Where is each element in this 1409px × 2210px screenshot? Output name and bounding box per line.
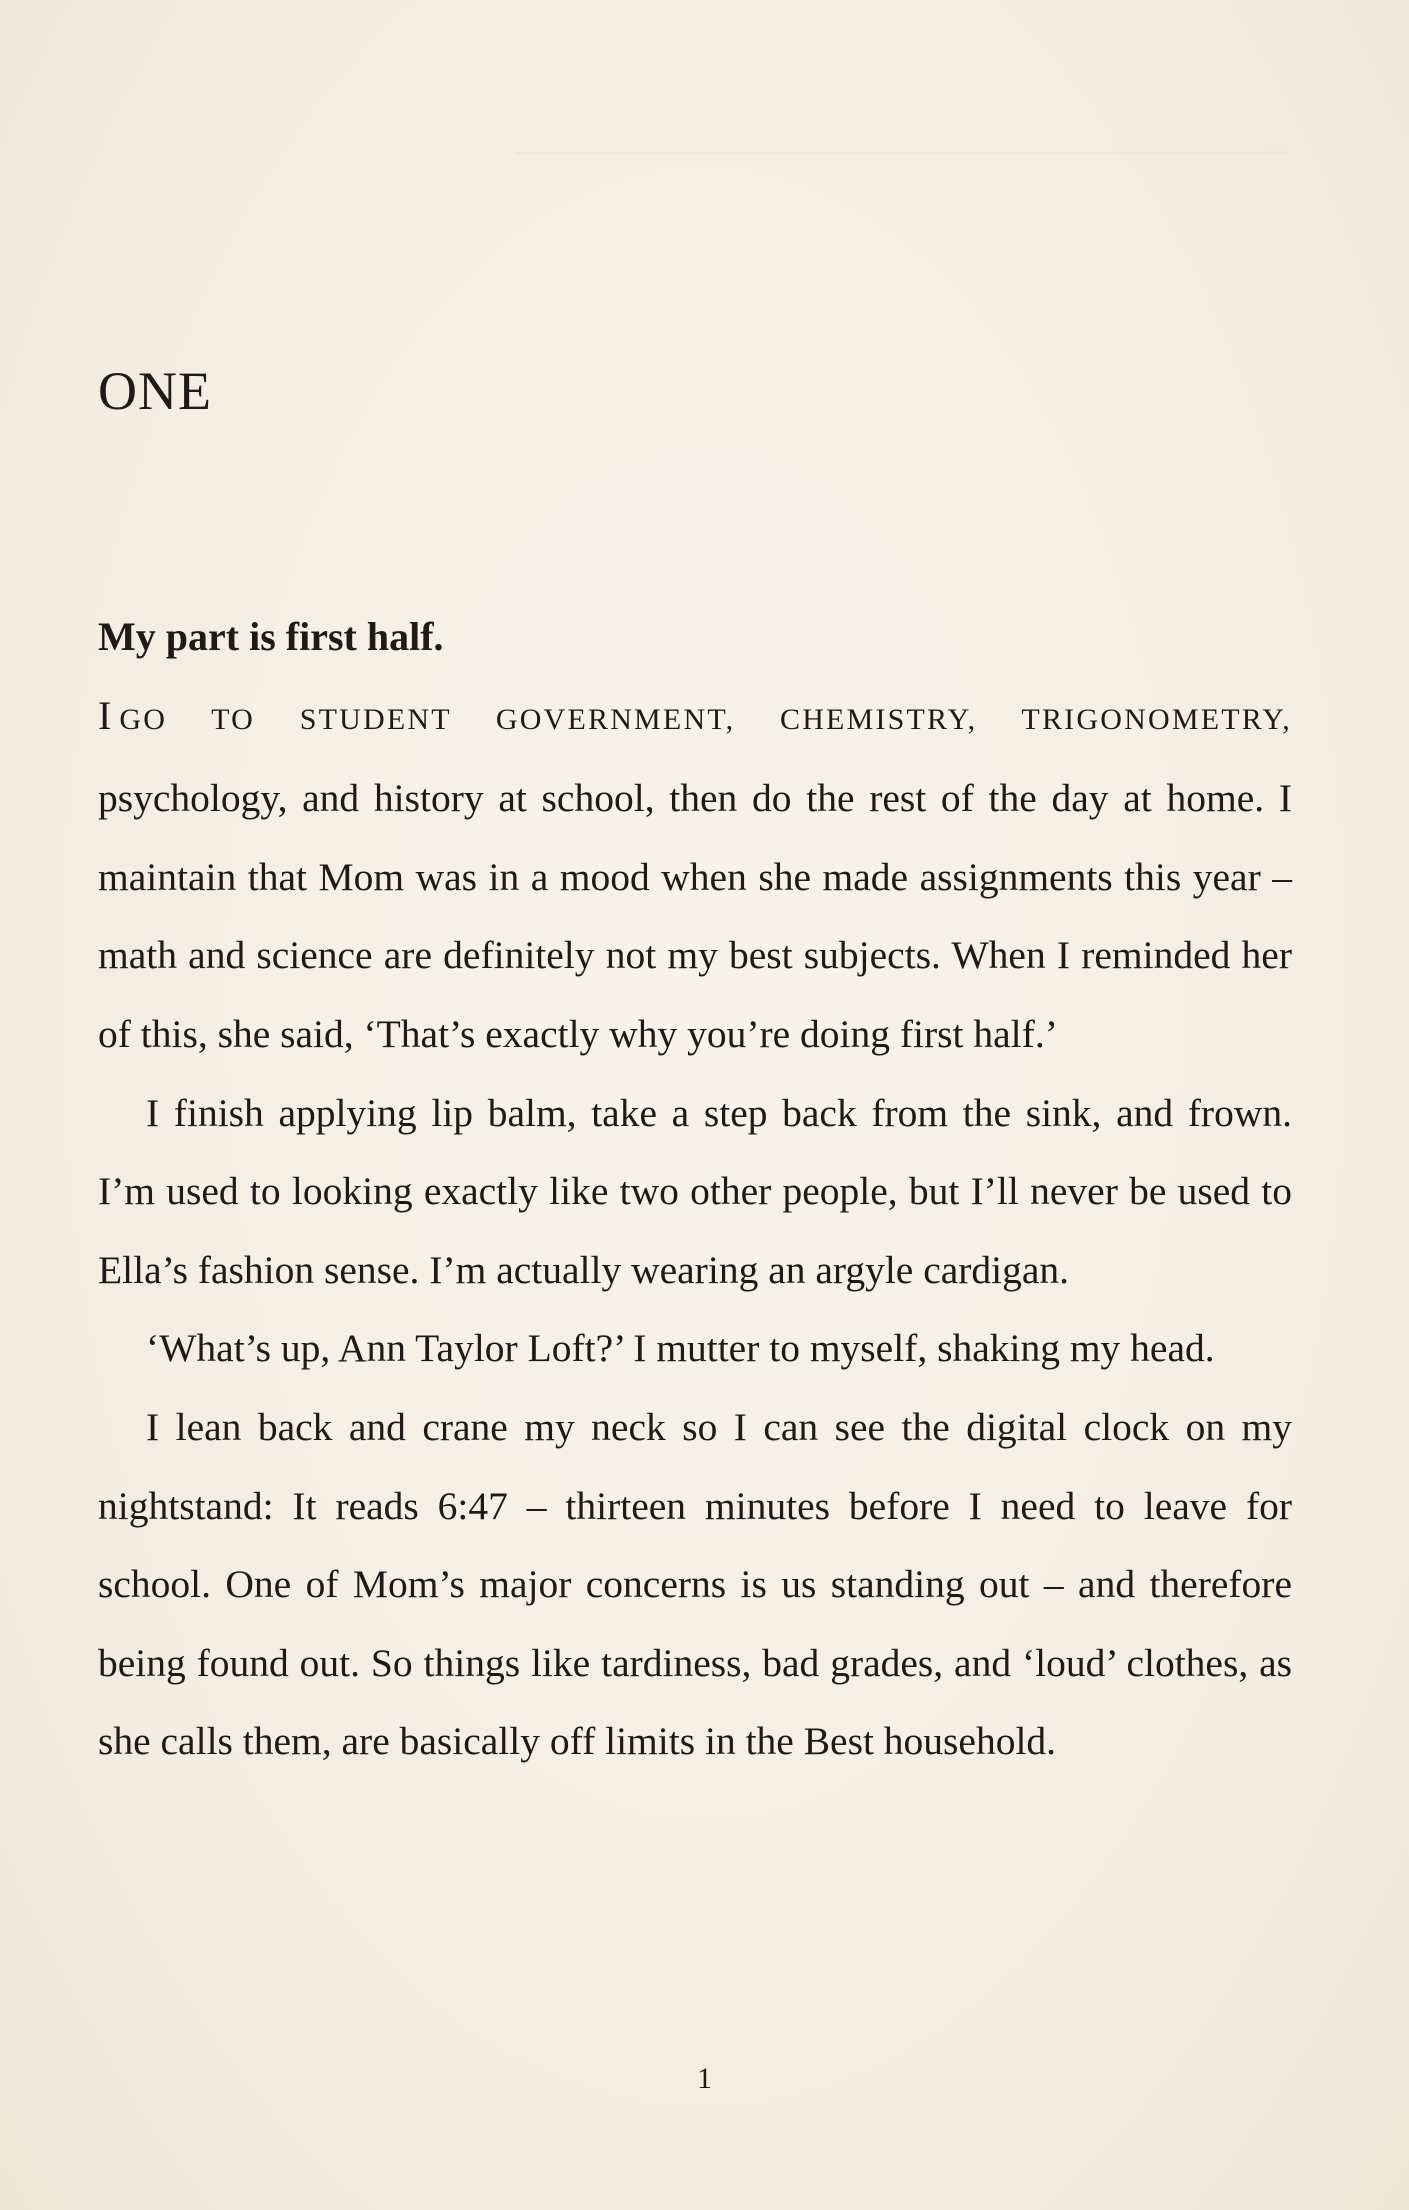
paragraph-1-text: psychology, and history at school, then do the rest of the day at home. I maintain that Mom was in a mood when she made assignments this year – math and science are definitely not my best subjects. When I reminded her of this, she said, ‘That’s exactly why you’re doing first half.’ bbox=[98, 776, 1292, 1056]
paragraph-3: ‘What’s up, Ann Taylor Loft?’ I mutter to myself, shaking my head. bbox=[146, 1326, 1215, 1371]
paragraph-2: I finish applying lip balm, take a step back from the sink, and frown. I’m used to looking exactly like two other people, but I’ll never be used to Ella’s fashion sense. I’m actually wearing an argyle cardigan. bbox=[98, 1090, 1292, 1292]
paragraph-4: I lean back and crane my neck so I can see the digital clock on my nightstand: It reads 6:47 – thirteen minutes before I need to leave for school. One of Mom’s major concerns is us standing out – and therefore being found out. So things like tardiness, bad grades, and ‘loud’ clothes, as she calls them, are basically off limits in the Best household. bbox=[98, 1404, 1292, 1764]
paragraph-1-small-caps: GO TO STUDENT GOVERNMENT, CHEMISTRY, TRIGONOMETRY, bbox=[119, 702, 1292, 736]
show-through-texture bbox=[98, 130, 1288, 175]
section-subheading: My part is first half. bbox=[98, 614, 444, 659]
page-number: 1 bbox=[697, 2062, 712, 2095]
paragraph-1 bbox=[98, 677, 1292, 1074]
chapter-heading: ONE bbox=[98, 361, 212, 421]
body-text bbox=[98, 598, 1292, 1781]
paragraph-1-lead-word: I bbox=[98, 692, 112, 738]
